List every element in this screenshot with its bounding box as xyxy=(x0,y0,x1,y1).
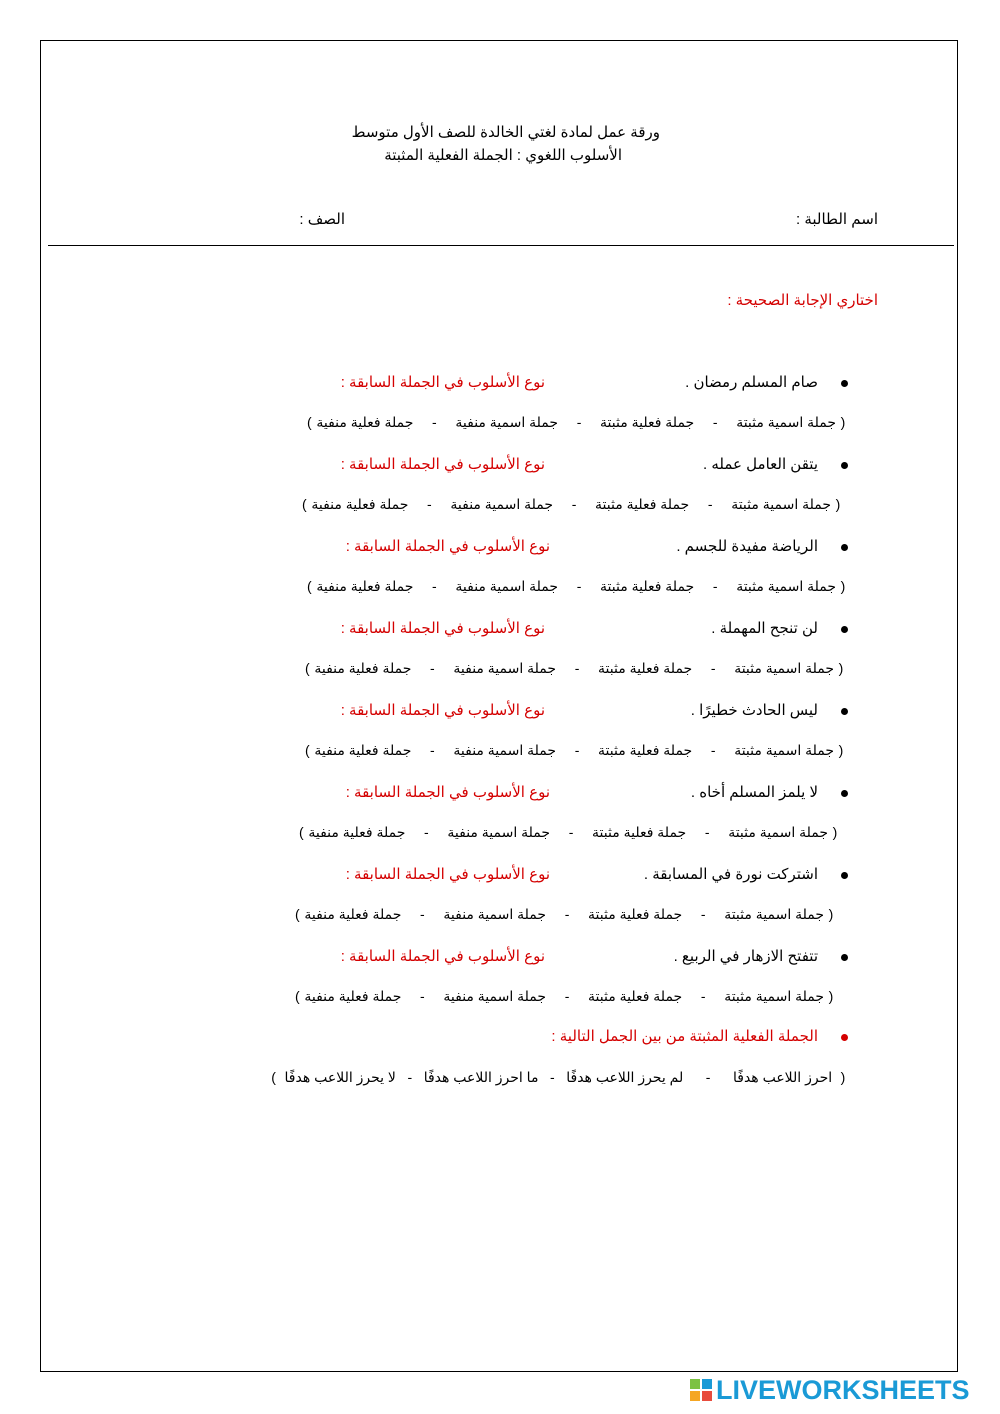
question-bullet xyxy=(841,708,848,715)
option-separator: - xyxy=(700,988,706,1004)
question-options-7 xyxy=(290,906,838,923)
open-paren: ( xyxy=(838,660,844,676)
option-separator: - xyxy=(700,906,706,922)
option-4-1[interactable]: جملة اسمية مثبتة xyxy=(734,660,834,676)
question-bullet xyxy=(841,462,848,469)
question-bullet xyxy=(841,790,848,797)
option-separator: - xyxy=(710,660,716,676)
option-8-4[interactable]: جملة فعلية منفية xyxy=(304,988,402,1004)
open-paren: ( xyxy=(840,578,846,594)
option-separator: - xyxy=(576,414,582,430)
final-question-options xyxy=(267,1069,850,1086)
close-paren: ) xyxy=(295,906,300,922)
option-8-3[interactable]: جملة اسمية منفية xyxy=(443,988,547,1004)
final-option-3[interactable]: ما احرز اللاعب هدفًا xyxy=(423,1069,539,1085)
question-type-label-3: نوع الأسلوب في الجملة السابقة : xyxy=(345,538,550,555)
question-type-label-7: نوع الأسلوب في الجملة السابقة : xyxy=(345,866,550,883)
option-6-3[interactable]: جملة اسمية منفية xyxy=(447,824,551,840)
question-options-3 xyxy=(302,578,850,595)
option-6-2[interactable]: جملة فعلية مثبتة xyxy=(592,824,687,840)
worksheet-title: ورقة عمل لمادة لغتي الخالدة للصف الأول متوسط xyxy=(351,124,660,141)
option-2-2[interactable]: جملة فعلية مثبتة xyxy=(595,496,690,512)
class-label: الصف : xyxy=(299,211,345,228)
option-separator: - xyxy=(430,660,435,676)
option-1-2[interactable]: جملة فعلية مثبتة xyxy=(600,414,695,430)
question-type-label-8: نوع الأسلوب في الجملة السابقة : xyxy=(340,948,545,965)
option-5-2[interactable]: جملة فعلية مثبتة xyxy=(598,742,693,758)
option-separator: - xyxy=(564,906,570,922)
option-1-1[interactable]: جملة اسمية مثبتة xyxy=(736,414,836,430)
open-paren: ( xyxy=(840,1069,846,1085)
option-3-4[interactable]: جملة فعلية منفية xyxy=(316,578,414,594)
option-6-4[interactable]: جملة فعلية منفية xyxy=(308,824,406,840)
question-options-8 xyxy=(290,988,838,1005)
option-separator: - xyxy=(710,742,716,758)
option-4-4[interactable]: جملة فعلية منفية xyxy=(314,660,412,676)
option-separator: - xyxy=(712,578,718,594)
close-paren: ) xyxy=(295,988,300,1004)
option-separator: - xyxy=(550,1069,555,1085)
question-text-1: صام المسلم رمضان . xyxy=(685,374,818,391)
question-text-5: ليس الحادث خطيرًا . xyxy=(690,702,818,719)
question-text-2: يتقن العامل عمله . xyxy=(703,456,818,473)
question-text-3: الرياضة مفيدة للجسم . xyxy=(676,538,818,555)
final-question-text: الجملة الفعلية المثبتة من بين الجمل التالية : xyxy=(551,1028,818,1045)
option-separator: - xyxy=(420,988,425,1004)
option-4-3[interactable]: جملة اسمية منفية xyxy=(453,660,557,676)
option-5-1[interactable]: جملة اسمية مثبتة xyxy=(734,742,834,758)
option-separator: - xyxy=(705,1069,711,1085)
open-paren: ( xyxy=(838,742,844,758)
option-3-2[interactable]: جملة فعلية مثبتة xyxy=(600,578,695,594)
option-separator: - xyxy=(407,1069,413,1085)
option-7-2[interactable]: جملة فعلية مثبتة xyxy=(588,906,683,922)
question-bullet xyxy=(841,380,848,387)
question-type-label-5: نوع الأسلوب في الجملة السابقة : xyxy=(340,702,545,719)
option-7-4[interactable]: جملة فعلية منفية xyxy=(304,906,402,922)
worksheet-subtitle: الأسلوب اللغوي : الجملة الفعلية المثبتة xyxy=(384,147,622,164)
option-separator: - xyxy=(424,824,429,840)
instruction-text: اختاري الإجابة الصحيحة : xyxy=(727,292,878,309)
option-4-2[interactable]: جملة فعلية مثبتة xyxy=(598,660,693,676)
option-separator: - xyxy=(571,496,577,512)
question-options-5 xyxy=(300,742,848,759)
option-2-1[interactable]: جملة اسمية مثبتة xyxy=(731,496,831,512)
open-paren: ( xyxy=(828,988,834,1004)
option-separator: - xyxy=(712,414,718,430)
option-2-4[interactable]: جملة فعلية منفية xyxy=(311,496,409,512)
question-bullet xyxy=(841,626,848,633)
question-bullet xyxy=(841,544,848,551)
option-separator: - xyxy=(704,824,710,840)
option-3-3[interactable]: جملة اسمية منفية xyxy=(455,578,559,594)
question-options-4 xyxy=(300,660,848,677)
option-separator: - xyxy=(420,906,425,922)
option-2-3[interactable]: جملة اسمية منفية xyxy=(450,496,554,512)
close-paren: ) xyxy=(305,660,310,676)
open-paren: ( xyxy=(835,496,841,512)
close-paren: ) xyxy=(302,496,307,512)
option-separator: - xyxy=(707,496,713,512)
option-7-3[interactable]: جملة اسمية منفية xyxy=(443,906,547,922)
question-type-label-6: نوع الأسلوب في الجملة السابقة : xyxy=(345,784,550,801)
option-separator: - xyxy=(427,496,432,512)
option-separator: - xyxy=(576,578,582,594)
option-3-1[interactable]: جملة اسمية مثبتة xyxy=(736,578,836,594)
final-option-4[interactable]: لا يحرز اللاعب هدفًا xyxy=(284,1069,396,1085)
open-paren: ( xyxy=(828,906,834,922)
question-text-7: اشتركت نورة في المسابقة . xyxy=(643,866,818,883)
question-options-6 xyxy=(294,824,842,841)
option-separator: - xyxy=(430,742,435,758)
option-separator: - xyxy=(432,578,437,594)
option-8-2[interactable]: جملة فعلية مثبتة xyxy=(588,988,683,1004)
option-separator: - xyxy=(574,742,580,758)
option-1-4[interactable]: جملة فعلية منفية xyxy=(316,414,414,430)
student-name-label: اسم الطالبة : xyxy=(796,211,878,228)
option-separator: - xyxy=(568,824,574,840)
option-8-1[interactable]: جملة اسمية مثبتة xyxy=(724,988,824,1004)
question-options-1 xyxy=(302,414,850,431)
header-divider xyxy=(48,245,954,246)
option-separator: - xyxy=(574,660,580,676)
option-6-1[interactable]: جملة اسمية مثبتة xyxy=(728,824,828,840)
close-paren: ) xyxy=(307,414,312,430)
open-paren: ( xyxy=(832,824,838,840)
final-option-1[interactable]: احرز اللاعب هدفًا xyxy=(733,1069,833,1085)
question-bullet xyxy=(841,872,848,879)
final-question-bullet xyxy=(841,1034,848,1041)
question-type-label-4: نوع الأسلوب في الجملة السابقة : xyxy=(340,620,545,637)
open-paren: ( xyxy=(840,414,846,430)
liveworksheets-logo xyxy=(690,1375,970,1405)
option-5-4[interactable]: جملة فعلية منفية xyxy=(314,742,412,758)
close-paren: ) xyxy=(305,742,310,758)
question-type-label-2: نوع الأسلوب في الجملة السابقة : xyxy=(340,456,545,473)
question-text-8: تتفتح الازهار في الربيع . xyxy=(673,948,818,965)
option-separator: - xyxy=(432,414,437,430)
final-option-2[interactable]: لم يحرز اللاعب هدفًا xyxy=(566,1069,684,1085)
option-5-3[interactable]: جملة اسمية منفية xyxy=(453,742,557,758)
liveworksheets-brand-name: LIVEWORKSHEETS xyxy=(716,1374,970,1405)
option-separator: - xyxy=(564,988,570,1004)
close-paren: ) xyxy=(271,1069,276,1085)
option-7-1[interactable]: جملة اسمية مثبتة xyxy=(724,906,824,922)
question-text-4: لن تنجح المهملة . xyxy=(711,620,818,637)
question-text-6: لا يلمز المسلم أخاه . xyxy=(690,784,818,801)
liveworksheets-logo-icon xyxy=(690,1379,712,1401)
close-paren: ) xyxy=(299,824,304,840)
question-options-2 xyxy=(297,496,845,513)
question-type-label-1: نوع الأسلوب في الجملة السابقة : xyxy=(340,374,545,391)
question-bullet xyxy=(841,954,848,961)
close-paren: ) xyxy=(307,578,312,594)
option-1-3[interactable]: جملة اسمية منفية xyxy=(455,414,559,430)
